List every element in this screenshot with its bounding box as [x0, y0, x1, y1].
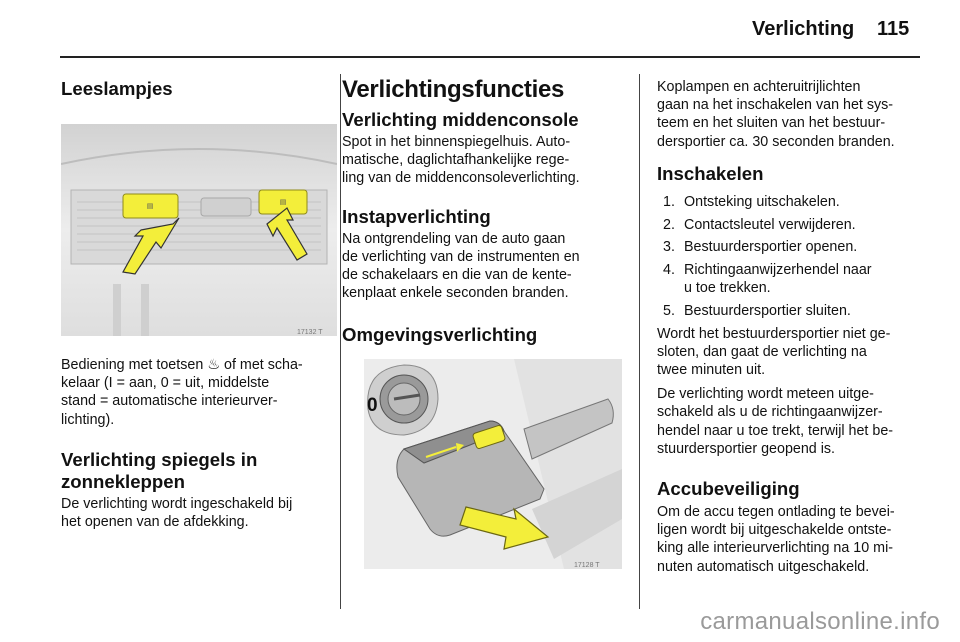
paragraph-niet-gesloten [657, 325, 922, 380]
text-line: stuurdersportier geopend is. [657, 440, 836, 457]
heading-line: Verlichting spiegels in [61, 448, 258, 470]
paragraph-instapverlichting [342, 230, 632, 303]
text-line: ling van de middenconsoleverlichting. [342, 170, 580, 187]
step-text: Contactsleutel verwijderen. [684, 216, 856, 233]
text-line: Bediening met toetsen ♨ of met scha- [61, 357, 303, 373]
text-line: matische, daglichtafhankelijke rege- [342, 152, 570, 169]
text-line: Wordt het bestuurdersportier niet ge- [657, 325, 891, 342]
page-title: Verlichting [752, 18, 855, 40]
paragraph-bediening [61, 356, 333, 429]
figure-code: 17132 T [297, 329, 323, 336]
text-line: kelaar (I = aan, 0 = uit, middelste [61, 375, 270, 392]
step-text: Ontsteking uitschakelen. [684, 193, 840, 210]
text-line: ligen wordt bij uitgeschakelde ontste- [657, 522, 892, 539]
heading-omgevingsverlichting: Omgevingsverlichting [342, 324, 538, 346]
heading-instapverlichting: Instapverlichting [342, 205, 491, 227]
step-number: 3. [663, 239, 675, 256]
turn-signal-lever-figure [364, 359, 622, 569]
step-number: 1. [663, 193, 675, 210]
text-line: lichting). [61, 411, 115, 428]
reading-lamp-figure [61, 124, 337, 336]
paragraph-spiegels [61, 495, 333, 531]
text-line: De verlichting wordt ingeschakeld bij [61, 495, 293, 512]
paragraph-koplampen [657, 78, 922, 151]
text-line: sloten, dan gaat de verlichting na [657, 343, 867, 360]
paragraph-middenconsole [342, 133, 632, 188]
text-line: Na ontgrendeling van de auto gaan [342, 230, 566, 247]
column-divider-1 [340, 74, 341, 609]
heading-verlichtingsfuncties: Verlichtingsfuncties [342, 76, 565, 103]
heading-leeslampjes: Leeslampjes [61, 78, 173, 99]
text-line: De verlichting wordt meteen uitge- [657, 386, 874, 403]
text-line: het openen van de afdekking. [61, 514, 249, 531]
step-number: 5. [663, 302, 675, 319]
text-line: twee minuten uit. [657, 361, 766, 378]
text-line: Koplampen en achteruitrijlichten [657, 79, 861, 95]
text-line: teem en het sluiten van het bestuur- [657, 115, 886, 132]
text-line: Om de accu tegen ontlading te bevei- [657, 503, 895, 520]
turn-signal-lever-illustration [364, 359, 622, 569]
column-1 [61, 78, 333, 531]
steps-list [657, 193, 922, 320]
text-line: schakeld als u de richtingaanwijzer- [657, 404, 883, 421]
text-line: dersportier ca. 30 seconden branden. [657, 133, 895, 150]
column-2 [342, 76, 632, 569]
step-number: 2. [663, 216, 675, 233]
text-line: king alle interieurverlichting na 10 mi- [657, 540, 894, 557]
heading-line: zonnekleppen [61, 470, 185, 492]
list-item [657, 261, 922, 297]
column-divider-2 [639, 74, 640, 609]
text-line: de schakelaars en die van de kente- [342, 267, 572, 284]
page-number: 115 [877, 18, 910, 40]
svg-text:▤: ▤ [146, 203, 154, 210]
text-line: stand = automatische interieurver- [61, 393, 278, 410]
list-item [657, 238, 922, 256]
text-line: hendel naar u toe trekt, terwijl het be- [657, 422, 894, 439]
step-text [684, 261, 872, 297]
text-line: kenplaat enkele seconden branden. [342, 285, 569, 302]
paragraph-accubeveiliging [657, 503, 922, 576]
figure-label-zero: 0 [367, 395, 378, 417]
text-line: de verlichting van de instrumenten en [342, 248, 580, 265]
step-text: Bestuurdersportier sluiten. [684, 302, 851, 319]
header-rule [60, 56, 920, 58]
text-line: gaan na het inschakelen van het sys- [657, 97, 894, 114]
watermark-link[interactable]: carmanualsonline.info [700, 608, 940, 635]
paragraph-uitgeschakeld [657, 385, 922, 458]
heading-spiegels [61, 449, 333, 493]
text-line: nuten automatisch uitgeschakeld. [657, 558, 870, 575]
heading-inschakelen: Inschakelen [657, 162, 764, 184]
list-item [657, 302, 922, 320]
column-3 [657, 78, 922, 576]
step-text-line: u toe trekken. [684, 280, 771, 297]
step-text: Bestuurdersportier openen. [684, 239, 858, 256]
list-item [657, 193, 922, 211]
step-number: 4. [663, 261, 675, 278]
reading-lamp-illustration [61, 124, 337, 336]
step-text-line: Richtingaanwijzerhendel naar [684, 261, 872, 278]
list-item [657, 216, 922, 234]
heading-middenconsole: Verlichting middenconsole [342, 109, 579, 130]
text-line: Spot in het binnenspiegelhuis. Auto- [342, 134, 571, 150]
heading-accubeveiliging: Accubeveiliging [657, 477, 800, 499]
svg-text:▤: ▤ [279, 199, 287, 206]
figure-code: 17128 T [574, 562, 600, 570]
